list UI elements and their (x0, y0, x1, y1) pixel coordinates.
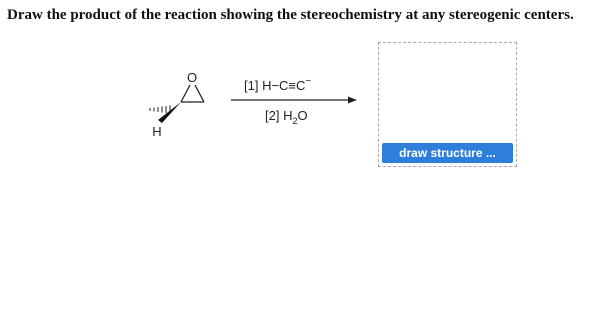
epoxide-reactant (150, 70, 204, 139)
arrowhead-icon (348, 97, 357, 104)
question-prompt: Draw the product of the reaction showing the stereochemistry at any stereogenic centers. (7, 7, 574, 23)
reaction-conditions (231, 76, 357, 126)
hydrogen-atom-label: H (152, 124, 162, 139)
solid-wedge-bond (158, 102, 181, 123)
ring-bond-co-right (195, 85, 204, 102)
condition-step-2: [2] $H_2O$ (265, 108, 308, 126)
hashed-wedge-bond (150, 106, 170, 114)
draw-structure-button[interactable]: draw structure ... (382, 143, 513, 163)
answer-drawing-area[interactable] (378, 42, 517, 167)
condition-step-1: [1] H−C≡C− (244, 76, 312, 93)
ring-bond-co-left (181, 85, 190, 102)
oxygen-atom-label: O (186, 70, 198, 85)
